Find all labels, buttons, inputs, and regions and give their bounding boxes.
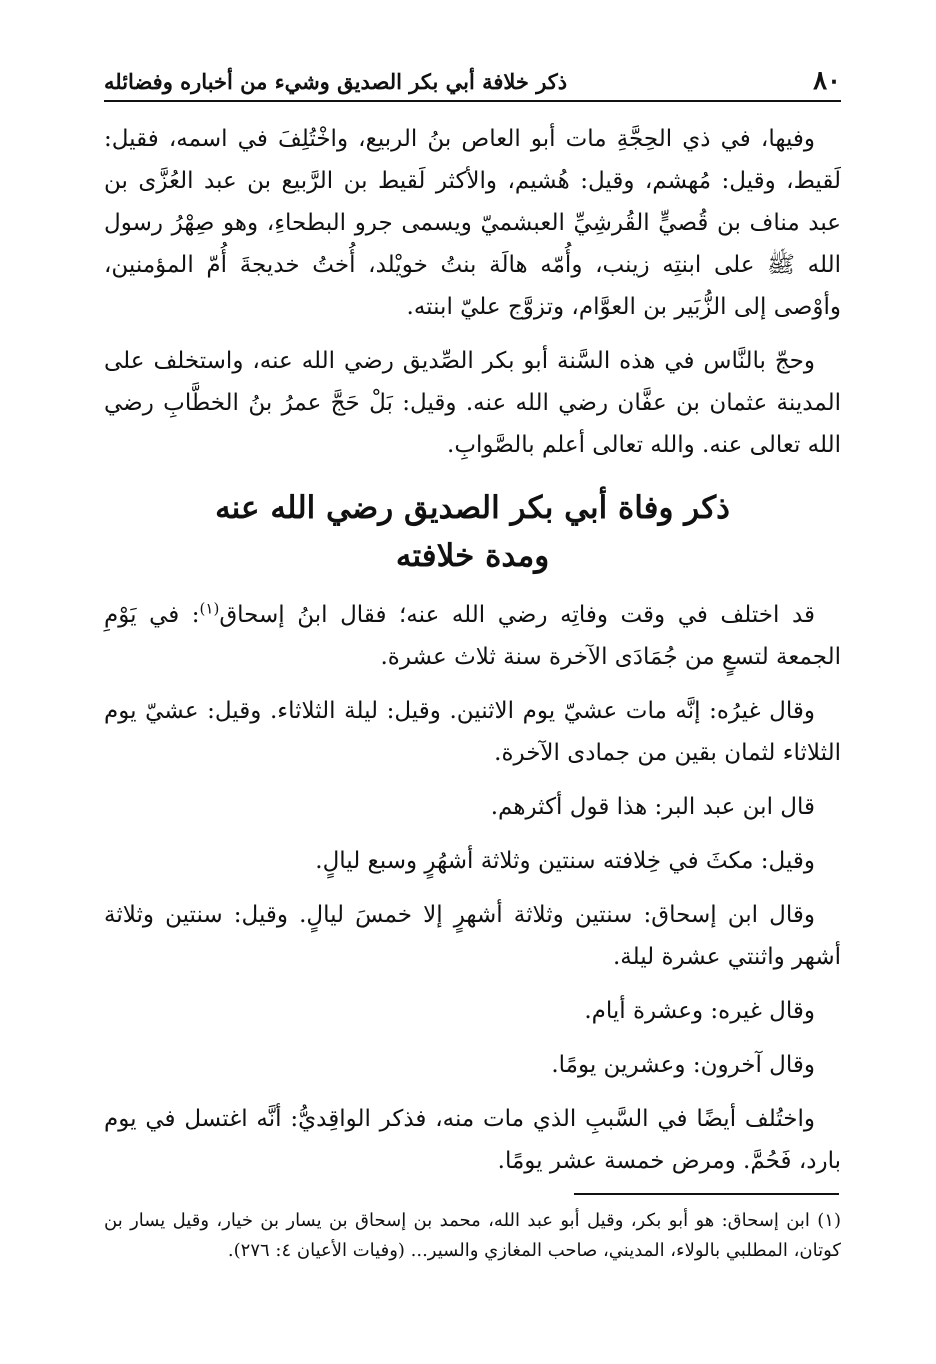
footnote-reference[interactable]: (١) bbox=[199, 599, 220, 618]
section-title-line: ومدة خلافته bbox=[395, 538, 550, 574]
paragraph: وقال غيره: وعشرة أيام. bbox=[584, 998, 815, 1024]
paragraph: وقيل: مكثَ في خِلافته سنتين وثلاثة أشهُرٍ وسبع ليالٍ. bbox=[315, 848, 815, 874]
paragraph: وفيها، في ذي الحِجَّةِ مات أبو العاص بنُ الربيع، واخْتُلِفَ في اسمه، فقيل: لَقيط، وقيل: مُهشم، وقيل: هُشيم، والأكثر لَقيط بن الرَّبيع بن عبد العُزَّى بن عبد مناف بن قُصيٍّ القُرشِيِّ العبشميّ ويسمى جرو البطحاءِ، وهو صِهْرُ رسول الله ﷺ على ابنتِه زينب، وأُمّه هالَة بنتُ خويْلد، أُختُ خديجةَ أُمّ المؤمنين، وأوْصى إلى الزُّبَير بن العوَّام، وتزوَّج عليّ ابنته. bbox=[104, 126, 841, 320]
footnotes bbox=[104, 1206, 841, 1266]
page-body bbox=[104, 118, 841, 1194]
footnote: (١) ابن إسحاق: هو أبو بكر، وقيل أبو عبد الله، محمد بن إسحاق بن يسار بن خيار، وقيل يسار بن كوتان، المطلبي بالولاء، المديني، صاحب المغازي والسير... (وفيات الأعيان ٤: ٢٧٦). bbox=[104, 1210, 841, 1261]
paragraph: واختُلف أيضًا في السَّببِ الذي مات منه، فذكر الواقِديُّ: أنَّه اغتسل في يوم بارد، فَحُمَّ. ومرض خمسة عشر يومًا. bbox=[104, 1106, 841, 1174]
section-title-line: ذكر وفاة أبي بكر الصديق رضي الله عنه bbox=[215, 490, 730, 526]
paragraph: قال ابن عبد البر: هذا قول أكثرهم. bbox=[490, 794, 815, 820]
paragraph: وحجّ بالنَّاس في هذه السَّنة أبو بكر الصِّديق رضي الله عنه، واستخلف على المدينة عثمان بن عفَّان رضي الله عنه. وقيل: بَلْ حَجَّ عمرُ بنُ الخطَّابِ رضي الله تعالى عنه. والله تعالى أعلم بالصَّوابِ. bbox=[104, 348, 841, 458]
section-heading bbox=[104, 484, 841, 580]
paragraph: وقال ابن إسحاق: سنتين وثلاثة أشهرٍ إلا خمسَ ليالٍ. وقيل: سنتين وثلاثة أشهر واثنتي عشرة ليلة. bbox=[104, 902, 841, 970]
running-title: ذكر خلافة أبي بكر الصديق وشيء من أخباره وفضائله bbox=[104, 68, 568, 94]
paragraph-text: : في يَوْمِ الجمعة لتسعٍ من جُمَادَى الآخرة سنة ثلاث عشرة. bbox=[104, 602, 841, 670]
paragraph-text: قد اختلف في وقت وفاتِه رضي الله عنه؛ فقال ابنُ إسحاق bbox=[219, 602, 816, 628]
paragraph: وقال غيرُه: إنَّه مات عشيّ يوم الاثنين. وقيل: ليلة الثلاثاء. وقيل: عشيّ يوم الثلاثاء لثمان بقين من جمادى الآخرة. bbox=[104, 698, 841, 766]
page-header bbox=[104, 62, 841, 102]
paragraph: وقال آخرون: وعشرين يومًا. bbox=[551, 1052, 815, 1078]
page-number: ٨٠ bbox=[813, 66, 841, 96]
footnote-divider bbox=[574, 1193, 839, 1195]
paragraph-with-footnote bbox=[104, 594, 841, 678]
